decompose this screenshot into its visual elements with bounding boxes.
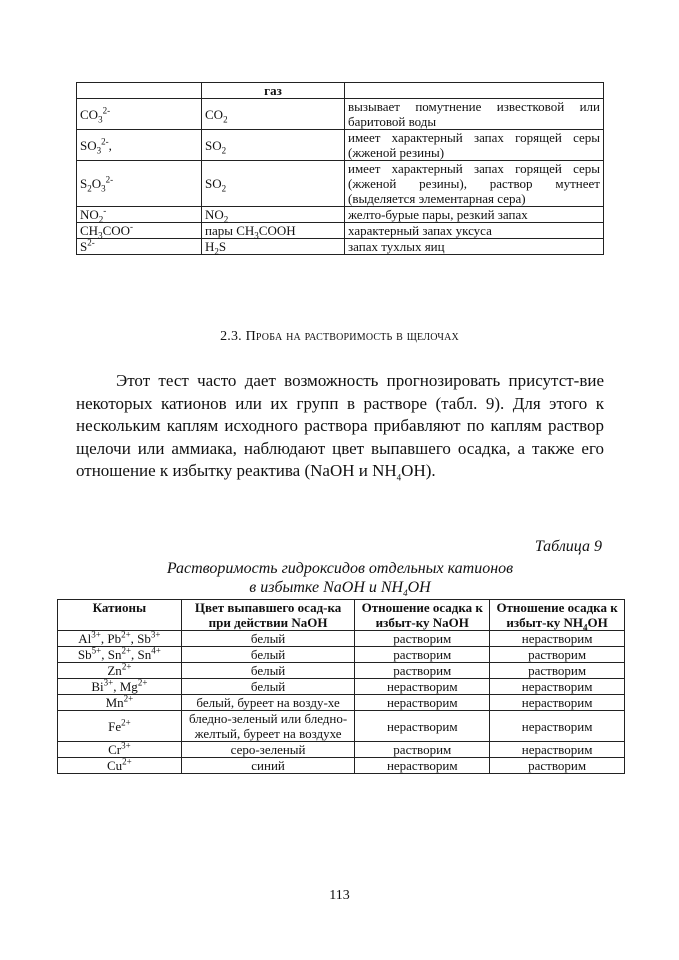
nh4oh-solubility-cell: нерастворим	[490, 695, 625, 711]
table-row	[58, 742, 625, 758]
gas-cell: $NO_2$	[202, 207, 345, 223]
table-row	[77, 99, 604, 130]
table-row	[58, 663, 625, 679]
ion-cell: $S_2O_3^{2-}$	[77, 161, 202, 207]
header-cations: Катионы	[58, 600, 182, 631]
nh4oh-solubility-cell: растворим	[490, 758, 625, 774]
precipitate-color-cell: белый	[181, 647, 355, 663]
naoh-solubility-cell: нерастворим	[355, 711, 490, 742]
table-row	[77, 239, 604, 255]
precipitate-color-cell: белый, буреет на возду-хе	[181, 695, 355, 711]
body-paragraph: Этот тест часто дает возможность прогнозировать присутст-вие некоторых катионов или их групп в растворе (табл. 9). Для этого к нескольким каплям исходного раствора прибавляют по каплям раствор щелочи или аммиака, наблюдают цвет выпавшего осадка, а также его отношение к избытку реактива (NaOH и $NH_4OH$).	[76, 371, 604, 483]
gas-cell: $SO_2$	[202, 130, 345, 161]
table-row	[58, 647, 625, 663]
description-cell: имеет характерный запах горящей серы (жженой резины), раствор мутнеет (выделяется элементарная сера)	[345, 161, 604, 207]
header-cell-gas: газ	[202, 83, 345, 99]
section-title: 2.3. Проба на растворимость в щелочах	[220, 329, 459, 344]
nh4oh-solubility-cell: нерастворим	[490, 679, 625, 695]
precipitate-color-cell: серо-зеленый	[181, 742, 355, 758]
ion-cell: $NO_2^-$	[77, 207, 202, 223]
gas-cell: $H_2S$	[202, 239, 345, 255]
description-cell: характерный запах уксуса	[345, 223, 604, 239]
cation-cell: $Sb^{5+}$, $Sn^{2+}$, $Sn^{4+}$	[58, 647, 182, 663]
header-cell-1	[77, 83, 202, 99]
naoh-solubility-cell: растворим	[355, 647, 490, 663]
gas-table	[76, 82, 604, 255]
ion-cell: $CO_3^{2-}$	[77, 99, 202, 130]
table-row	[77, 130, 604, 161]
precipitate-color-cell: белый	[181, 679, 355, 695]
description-cell: желто-бурые пары, резкий запах	[345, 207, 604, 223]
naoh-solubility-cell: растворим	[355, 663, 490, 679]
table-row	[77, 223, 604, 239]
naoh-solubility-cell: растворим	[355, 631, 490, 647]
cation-cell: $Al^{3+}$, $Pb^{2+}$, $Sb^{3+}$	[58, 631, 182, 647]
solubility-table	[57, 599, 625, 774]
cation-cell: $Zn^{2+}$	[58, 663, 182, 679]
cation-cell: $Cu^{2+}$	[58, 758, 182, 774]
naoh-solubility-cell: нерастворим	[355, 695, 490, 711]
solubility-table-header	[58, 600, 625, 631]
table-row	[58, 758, 625, 774]
gas-table-header	[77, 83, 604, 99]
ion-cell: $SO_3^{2-}$,	[77, 130, 202, 161]
cation-cell: $Mn^{2+}$	[58, 695, 182, 711]
precipitate-color-cell: белый	[181, 663, 355, 679]
precipitate-color-cell: белый	[181, 631, 355, 647]
nh4oh-solubility-cell: нерастворим	[490, 631, 625, 647]
nh4oh-solubility-cell: нерастворим	[490, 711, 625, 742]
gas-cell: $CO_2$	[202, 99, 345, 130]
cation-cell: $Fe^{2+}$	[58, 711, 182, 742]
nh4oh-solubility-cell: растворим	[490, 663, 625, 679]
gas-cell: пары $CH_3COOH$	[202, 223, 345, 239]
cation-cell: $Cr^{3+}$	[58, 742, 182, 758]
cation-cell: $Bi^{3+}$, $Mg^{2+}$	[58, 679, 182, 695]
nh4oh-solubility-cell: растворим	[490, 647, 625, 663]
page-number: 113	[329, 888, 350, 903]
precipitate-color-cell: бледно-зеленый или бледно-желтый, буреет на воздухе	[181, 711, 355, 742]
header-nh4oh: Отношение осадка к избыт-ку $NH_4OH$	[490, 600, 625, 631]
table-row	[77, 161, 604, 207]
nh4oh-solubility-cell: нерастворим	[490, 742, 625, 758]
table-row	[58, 631, 625, 647]
table-row	[58, 711, 625, 742]
naoh-solubility-cell: нерастворим	[355, 679, 490, 695]
table-label: Таблица 9	[534, 538, 602, 555]
naoh-solubility-cell: нерастворим	[355, 758, 490, 774]
ion-cell: $CH_3COO^-$	[77, 223, 202, 239]
gas-cell: $SO_2$	[202, 161, 345, 207]
description-cell: запах тухлых яиц	[345, 239, 604, 255]
table-caption: Растворимость гидроксидов отдельных катионов в избытке NaOH и $NH_4OH$	[166, 560, 514, 599]
header-color: Цвет выпавшего осад-ка при действии NaOH	[181, 600, 355, 631]
header-naoh: Отношение осадка к избыт-ку NaOH	[355, 600, 490, 631]
table-row	[58, 695, 625, 711]
ion-cell: $S^{2-}$	[77, 239, 202, 255]
table-row	[58, 679, 625, 695]
naoh-solubility-cell: растворим	[355, 742, 490, 758]
table-row	[77, 207, 604, 223]
description-cell: вызывает помутнение известковой или баритовой воды	[345, 99, 604, 130]
description-cell: имеет характерный запах горящей серы (жженой резины)	[345, 130, 604, 161]
precipitate-color-cell: синий	[181, 758, 355, 774]
header-cell-3	[345, 83, 604, 99]
